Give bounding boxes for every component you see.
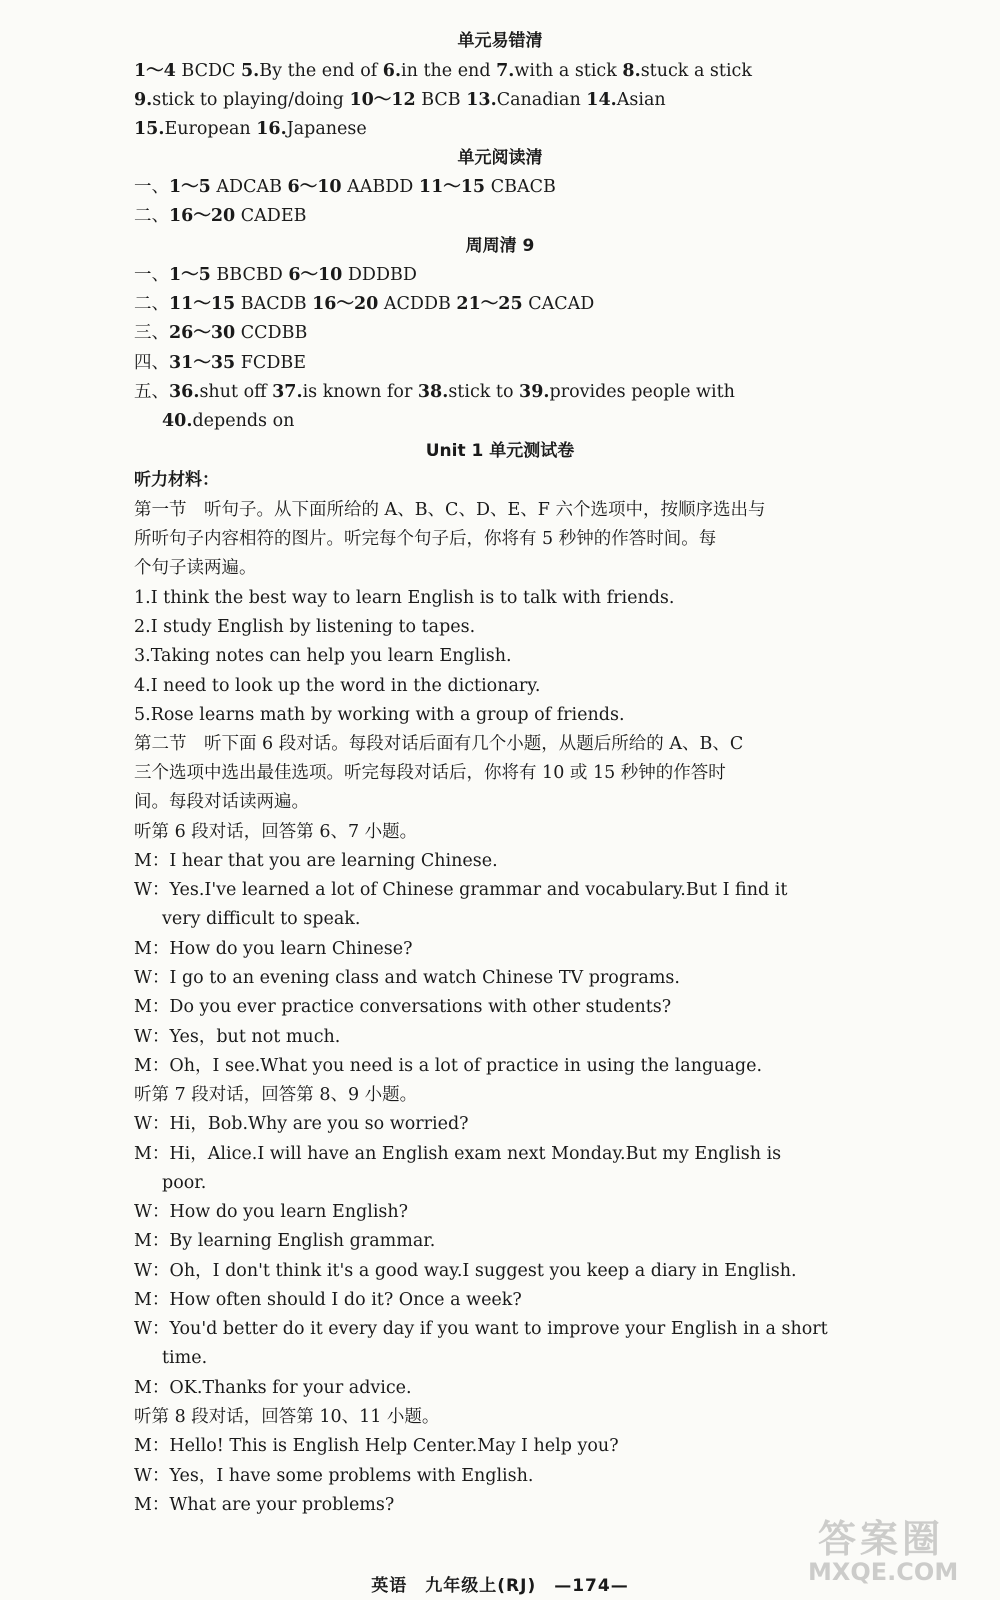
text-line: M：Do you ever practice conversations with other students? xyxy=(134,997,672,1017)
text-line: M：By learning English grammar. xyxy=(134,1231,436,1251)
answer-line: 15.European 16.Japanese xyxy=(134,119,367,139)
text-line: W：How do you learn English? xyxy=(134,1202,409,1222)
text-line: 个句子读两遍。 xyxy=(134,558,257,578)
answer-line: 1～4 BCDC 5.By the end of 6.in the end 7.with a stick 8.stuck a stick xyxy=(134,61,752,81)
text-line: M：Hi，Alice.I will have an English exam next Monday.But my English is xyxy=(134,1144,782,1164)
answer-line: 一、1～5 ADCAB 6～10 AABDD 11～15 CBACB xyxy=(134,177,556,197)
text-line: 第一节 听句子。从下面所给的 A、B、C、D、E、F 六个选项中，按顺序选出与 xyxy=(134,500,766,520)
answer-line: 一、1～5 BBCBD 6～10 DDDBD xyxy=(134,265,417,285)
text-line: 所听句子内容相符的图片。听完每个句子后，你将有 5 秒钟的作答时间。每 xyxy=(134,529,717,549)
text-line: poor. xyxy=(162,1173,207,1193)
answer-line: 三、26～30 CCDBB xyxy=(134,323,308,343)
text-line: W：I go to an evening class and watch Chinese TV programs. xyxy=(134,968,680,988)
text-line: W：Oh，I don't think it's a good way.I suggest you keep a diary in English. xyxy=(134,1261,797,1281)
text-line: 第二节 听下面 6 段对话。每段对话后面有几个小题，从题后所给的 A、B、C xyxy=(134,734,744,754)
text-line: 3.Taking notes can help you learn English. xyxy=(134,646,512,666)
page-footer: 英语 九年级上(RJ) —174— xyxy=(371,1576,629,1596)
text-line: 听第 8 段对话，回答第 10、11 小题。 xyxy=(134,1407,440,1427)
text-line: 4.I need to look up the word in the dictionary. xyxy=(134,676,541,696)
text-line: very difficult to speak. xyxy=(162,909,361,929)
answer-line: 二、11～15 BACDB 16～20 ACDDB 21～25 CACAD xyxy=(134,294,595,314)
section-title-unit-errors: 单元易错清 xyxy=(457,31,543,51)
text-line: 间。每段对话读两遍。 xyxy=(134,792,309,812)
section-title-weekly: 周周清 9 xyxy=(465,236,535,256)
watermark-text: 答案圈 xyxy=(818,1517,945,1561)
section-title-unit-reading: 单元阅读清 xyxy=(457,148,543,168)
text-line: W：Yes.I've learned a lot of Chinese grammar and vocabulary.But I find it xyxy=(134,880,788,900)
text-line: 1.I think the best way to learn English is to talk with friends. xyxy=(134,588,675,608)
text-line: 三个选项中选出最佳选项。听完每段对话后，你将有 10 或 15 秒钟的作答时 xyxy=(134,763,726,783)
text-line: 5.Rose learns math by working with a group of friends. xyxy=(134,705,625,725)
listening-material-label: 听力材料： xyxy=(134,470,219,490)
text-line: M：OK.Thanks for your advice. xyxy=(134,1378,412,1398)
text-line: 听第 7 段对话，回答第 8、9 小题。 xyxy=(134,1085,418,1105)
text-line: W：Yes，I have some problems with English. xyxy=(134,1466,534,1486)
answer-line: 五、36.shut off 37.is known for 38.stick to 39.provides people with xyxy=(134,382,735,402)
answer-line: 四、31～35 FCDBE xyxy=(134,353,306,373)
text-line: W：Hi，Bob.Why are you so worried? xyxy=(134,1114,469,1134)
watermark-logo xyxy=(800,1508,995,1596)
text-line: time. xyxy=(162,1348,208,1368)
section-title-unit-test: Unit 1 单元测试卷 xyxy=(425,441,575,461)
text-line: M：How do you learn Chinese? xyxy=(134,939,413,959)
text-line: W：Yes，but not much. xyxy=(134,1027,341,1047)
text-line: M：I hear that you are learning Chinese. xyxy=(134,851,498,871)
text-line: 听第 6 段对话，回答第 6、7 小题。 xyxy=(134,822,418,842)
answer-line: 二、16～20 CADEB xyxy=(134,206,307,226)
text-line: M：Hello! This is English Help Center.May I help you? xyxy=(134,1436,619,1456)
text-line: 2.I study English by listening to tapes. xyxy=(134,617,476,637)
watermark-url: MXQE.COM xyxy=(808,1558,959,1586)
text-line: M：Oh，I see.What you need is a lot of practice in using the language. xyxy=(134,1056,763,1076)
text-line: M：What are your problems? xyxy=(134,1495,395,1515)
answer-line: 9.stick to playing/doing 10～12 BCB 13.Canadian 14.Asian xyxy=(134,90,666,110)
text-line: M：How often should I do it? Once a week? xyxy=(134,1290,522,1310)
text-line: W：You'd better do it every day if you want to improve your English in a short xyxy=(134,1319,828,1339)
answer-line: 40.depends on xyxy=(162,411,295,431)
